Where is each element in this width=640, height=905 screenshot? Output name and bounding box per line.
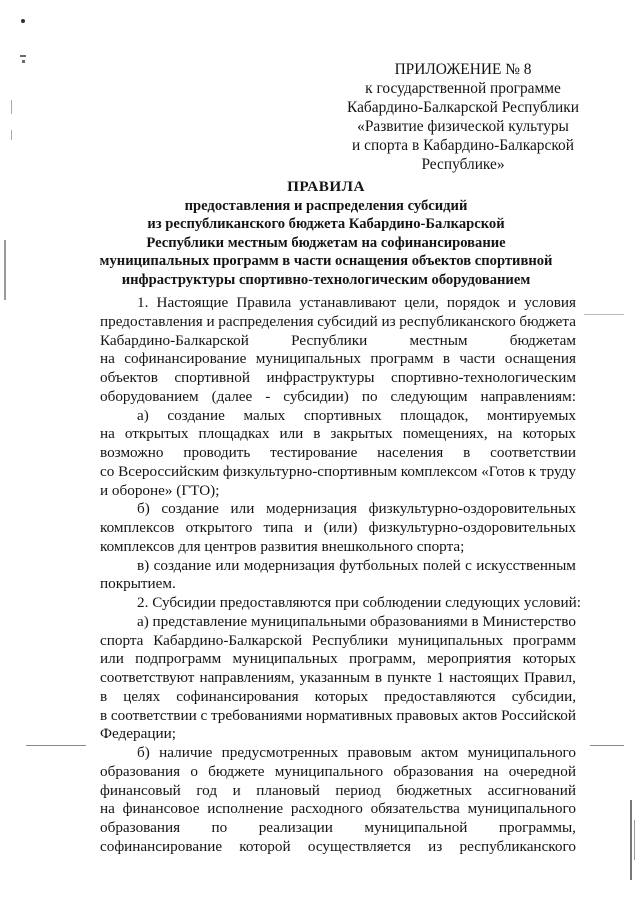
annex-line: Кабардино-Балкарской Республики bbox=[347, 99, 579, 116]
annex-header bbox=[318, 60, 608, 174]
body-word: порядок bbox=[446, 294, 500, 311]
body-word: из bbox=[428, 837, 443, 855]
body-word: - bbox=[265, 387, 271, 405]
body-word: муниципальных bbox=[397, 631, 504, 649]
body-word: со bbox=[100, 462, 115, 480]
scan-line bbox=[584, 314, 624, 315]
body-word: а) bbox=[137, 406, 149, 424]
body-word: по bbox=[211, 819, 228, 836]
body-word: Правил, bbox=[523, 669, 576, 686]
body-word: с bbox=[465, 556, 472, 574]
body-word: закрытых bbox=[330, 425, 393, 443]
body-word: открытых bbox=[124, 425, 189, 443]
body-word: и bbox=[232, 781, 241, 799]
body-word: из bbox=[381, 312, 396, 330]
body-word: республиканского bbox=[399, 312, 516, 330]
body-word: соответствии bbox=[490, 444, 576, 461]
body-word: Настоящие bbox=[156, 294, 229, 311]
body-word: в bbox=[313, 425, 321, 443]
body-word: соответствии bbox=[110, 706, 197, 724]
body-word: искусственным bbox=[476, 556, 576, 574]
body-word: наличие bbox=[159, 744, 213, 761]
title-line: инфраструктуры спортивно-технологическим оборудованием bbox=[121, 271, 531, 288]
body-word: в bbox=[442, 350, 451, 368]
body-word: которых bbox=[522, 650, 576, 668]
title-line: муниципальных программ в части оснащения объектов спортивной bbox=[99, 253, 553, 270]
body-line bbox=[100, 407, 576, 426]
body-word: полей bbox=[422, 556, 461, 574]
body-word: покрытием. bbox=[100, 575, 176, 593]
body-word: образования bbox=[393, 762, 474, 780]
body-word: комплексов для центров развития внешкольного спорта; bbox=[100, 537, 465, 555]
body-word: труду bbox=[539, 462, 576, 480]
body-word: расходного bbox=[290, 800, 363, 818]
body-word: распределения bbox=[218, 312, 314, 330]
body-word: на bbox=[100, 425, 115, 443]
annex-line: ПРИЛОЖЕНИЕ № 8 bbox=[394, 61, 532, 78]
body-line bbox=[100, 294, 576, 313]
body-word: муниципальных bbox=[255, 350, 361, 368]
body-line bbox=[100, 725, 576, 744]
title-line: из республиканского бюджета Кабардино-Балкарской bbox=[147, 216, 505, 233]
body-word: финансовый bbox=[100, 781, 181, 799]
body-word: спортивных bbox=[303, 406, 382, 424]
title-line: предоставления и распределения субсидий bbox=[184, 197, 468, 214]
body-word: осуществляется bbox=[307, 837, 411, 855]
title-main: ПРАВИЛА bbox=[287, 178, 365, 195]
body-word: к bbox=[528, 462, 537, 480]
body-line bbox=[100, 800, 576, 819]
body-word: возможно bbox=[100, 444, 164, 461]
body-word: типа bbox=[263, 519, 294, 536]
body-word: бюджетам bbox=[509, 331, 576, 349]
body-word: или bbox=[230, 500, 255, 518]
scan-speck bbox=[20, 55, 26, 57]
body-word: Кабардино-Балкарской bbox=[100, 331, 249, 349]
body-word: Федерации; bbox=[100, 725, 176, 743]
body-word: (далее bbox=[211, 387, 253, 405]
body-word: субсидии) bbox=[283, 387, 349, 405]
body-word: на bbox=[497, 425, 513, 443]
body-word: инфраструктуры bbox=[266, 369, 375, 386]
body-word: «Готов bbox=[481, 462, 525, 480]
body-word: ассигнований bbox=[487, 781, 576, 799]
body-word: в bbox=[471, 612, 479, 630]
body-line bbox=[100, 669, 576, 688]
body-word: 1. bbox=[137, 294, 149, 311]
body-word: которой bbox=[239, 837, 291, 855]
body-word: муниципального bbox=[467, 744, 576, 761]
body-word: площадках bbox=[198, 425, 270, 443]
body-word: Кабардино-Балкарской bbox=[153, 631, 303, 649]
body-word: указанным bbox=[299, 669, 370, 686]
body-word: муниципальной bbox=[364, 819, 468, 836]
body-word: предусмотренных bbox=[221, 744, 339, 761]
body-line bbox=[100, 519, 576, 538]
body-word: очередной bbox=[508, 762, 576, 780]
body-word: оборудованием bbox=[100, 387, 199, 405]
body-line bbox=[100, 388, 576, 407]
body-line bbox=[100, 538, 576, 557]
body-word: Республики bbox=[311, 631, 389, 649]
body-word: финансовое bbox=[122, 800, 200, 818]
body-line bbox=[100, 707, 576, 726]
body-word: муниципальных bbox=[232, 650, 338, 668]
body-word: создание bbox=[153, 556, 212, 574]
body-line bbox=[100, 819, 576, 838]
body-word: или bbox=[215, 556, 240, 574]
body-line bbox=[100, 313, 576, 332]
body-line bbox=[100, 650, 576, 669]
title-line: Республики местным бюджетам на софинансирование bbox=[146, 234, 506, 251]
body-word: на bbox=[100, 350, 115, 368]
body-word: реализации bbox=[258, 819, 333, 836]
body-word: помещениях, bbox=[402, 425, 488, 443]
body-word: и bbox=[206, 312, 215, 330]
body-line bbox=[100, 500, 576, 519]
scan-speck bbox=[11, 130, 12, 140]
body-word: настоящих bbox=[449, 669, 519, 686]
body-word: исполнение bbox=[207, 800, 284, 818]
body-word: софинансирования bbox=[176, 687, 299, 705]
body-word: в bbox=[100, 706, 108, 724]
body-word: в bbox=[100, 687, 108, 705]
body-word: которых bbox=[522, 425, 576, 443]
body-word: актов bbox=[462, 706, 498, 724]
body-word: комплексом bbox=[400, 462, 478, 480]
body-word: создание bbox=[161, 500, 219, 518]
body-word: или bbox=[279, 425, 304, 443]
body-line bbox=[100, 332, 576, 351]
body-word: б) bbox=[137, 500, 150, 518]
body-word: физкультурно-оздоровительных bbox=[368, 519, 576, 536]
body-word: и bbox=[304, 519, 313, 536]
body-word: соответствуют bbox=[100, 669, 195, 686]
body-word: малых bbox=[243, 406, 286, 424]
body-word: спорта bbox=[100, 631, 144, 649]
body-word: направлениям, bbox=[199, 669, 295, 686]
body-word: и bbox=[507, 294, 517, 311]
body-word: оснащения bbox=[504, 350, 576, 368]
body-line bbox=[100, 763, 576, 782]
body-word: в bbox=[463, 444, 471, 461]
body-word: нормативных bbox=[305, 706, 393, 724]
body-word: 2. Субсидии предоставляются при соблюдении следующих условий: bbox=[137, 594, 582, 611]
body-word: Российской bbox=[501, 706, 576, 724]
body-word: требованиями bbox=[210, 706, 303, 724]
body-word: софинансирование bbox=[124, 350, 247, 368]
body-word: модернизация bbox=[243, 556, 335, 574]
body-word: представление bbox=[152, 612, 248, 630]
body-word: Министерство bbox=[482, 612, 576, 630]
body-word: комплексов bbox=[100, 519, 175, 536]
body-word: (или) bbox=[323, 519, 358, 536]
body-line bbox=[100, 350, 576, 369]
body-word: плановый bbox=[256, 781, 320, 799]
scan-speck bbox=[21, 19, 25, 23]
body-word: тестирование bbox=[270, 444, 358, 461]
body-word: год bbox=[196, 781, 218, 799]
body-word: открытого bbox=[185, 519, 253, 536]
body-word: подпрограмм bbox=[135, 650, 222, 668]
body-word: период bbox=[335, 781, 381, 799]
body-word: бюджете bbox=[208, 762, 265, 780]
body-word: Правила bbox=[236, 294, 292, 311]
body-line bbox=[100, 594, 582, 613]
document-title bbox=[84, 178, 568, 290]
body-line bbox=[100, 782, 576, 801]
body-word: с bbox=[200, 706, 208, 724]
body-line bbox=[100, 444, 576, 463]
body-word: обязательства bbox=[370, 800, 460, 818]
body-word: спортивно-технологическим bbox=[390, 369, 576, 386]
body-word: и обороне» (ГТО); bbox=[100, 481, 220, 499]
body-word: футбольных bbox=[339, 556, 419, 574]
body-word: мероприятия bbox=[427, 650, 512, 668]
body-line bbox=[100, 425, 576, 444]
body-word: модернизация bbox=[265, 500, 358, 518]
body-word: субсидии, bbox=[511, 687, 576, 705]
body-word: по bbox=[361, 387, 378, 405]
body-line bbox=[100, 688, 576, 707]
body-line bbox=[100, 369, 576, 388]
body-word: устанавливают bbox=[299, 294, 397, 311]
body-line bbox=[100, 613, 576, 632]
body-word: на bbox=[483, 762, 499, 780]
body-word: Всероссийским bbox=[118, 462, 220, 480]
body-word: предоставления bbox=[100, 312, 203, 330]
body-word: бюджетных bbox=[396, 781, 473, 799]
body-word: о bbox=[190, 762, 198, 780]
body-line bbox=[100, 482, 576, 501]
body-word: программ bbox=[370, 350, 434, 368]
body-word: субсидий bbox=[317, 312, 378, 330]
scan-line bbox=[590, 745, 624, 746]
body-word: направлениям: bbox=[480, 387, 576, 405]
body-word: спортивной bbox=[174, 369, 251, 386]
scan-speck bbox=[4, 240, 6, 300]
body-line bbox=[100, 744, 576, 763]
body-word: муниципальными bbox=[250, 612, 367, 630]
annex-line: и спорта в Кабардино-Балкарской bbox=[352, 137, 574, 154]
body-word: части bbox=[459, 350, 496, 368]
body-word: предоставляются bbox=[384, 687, 496, 705]
body-word: а) bbox=[137, 612, 149, 630]
annex-line: Республике» bbox=[421, 156, 505, 173]
body-line bbox=[100, 632, 576, 651]
body-word: на bbox=[100, 800, 115, 818]
body-word: пункте bbox=[387, 669, 432, 686]
document-body bbox=[100, 294, 582, 857]
body-word: условия bbox=[524, 294, 576, 311]
body-word: цели, bbox=[404, 294, 439, 311]
body-word: муниципального bbox=[274, 762, 384, 780]
body-word: физкультурно-оздоровительных bbox=[368, 500, 576, 518]
scan-speck bbox=[11, 100, 12, 114]
body-word: объектов bbox=[100, 369, 158, 386]
body-line bbox=[100, 557, 576, 576]
body-word: 1 bbox=[436, 669, 445, 686]
body-word: программ, bbox=[348, 650, 416, 668]
body-word: образования bbox=[100, 819, 181, 836]
scan-speck bbox=[634, 820, 635, 860]
body-word: правовым bbox=[347, 744, 412, 761]
body-word: софинансирование bbox=[100, 837, 223, 855]
body-word: в bbox=[374, 669, 383, 686]
scan-speck bbox=[22, 60, 25, 63]
body-word: физкультурно-спортивным bbox=[222, 462, 397, 480]
body-word: программ bbox=[512, 631, 576, 649]
annex-line: к государственной программе bbox=[365, 80, 561, 97]
body-line bbox=[100, 463, 576, 482]
body-word: или bbox=[100, 650, 124, 668]
body-word: местным bbox=[409, 331, 468, 349]
body-word: республиканского bbox=[459, 837, 576, 855]
body-word: программы, bbox=[498, 819, 576, 836]
annex-line: «Развитие физической культуры bbox=[357, 118, 569, 135]
body-word: создание bbox=[167, 406, 225, 424]
body-word: б) bbox=[137, 744, 150, 761]
body-word: населения bbox=[377, 444, 444, 461]
body-word: бюджета bbox=[519, 312, 576, 330]
body-line bbox=[100, 838, 576, 857]
body-word: которых bbox=[314, 687, 369, 705]
body-word: следующим bbox=[390, 387, 468, 405]
body-word: правовых bbox=[396, 706, 459, 724]
body-word: в) bbox=[137, 556, 150, 574]
body-word: образованиями bbox=[369, 612, 468, 630]
body-word: Республики bbox=[291, 331, 368, 349]
body-line bbox=[100, 575, 576, 594]
body-word: площадок, bbox=[400, 406, 469, 424]
scan-speck bbox=[630, 800, 632, 880]
body-word: целях bbox=[123, 687, 161, 705]
body-word: монтируемых bbox=[486, 406, 576, 424]
scan-line bbox=[26, 745, 86, 746]
body-word: муниципального bbox=[467, 800, 576, 818]
body-word: образования bbox=[100, 762, 181, 780]
body-word: актом bbox=[420, 744, 459, 761]
body-word: проводить bbox=[183, 444, 251, 461]
